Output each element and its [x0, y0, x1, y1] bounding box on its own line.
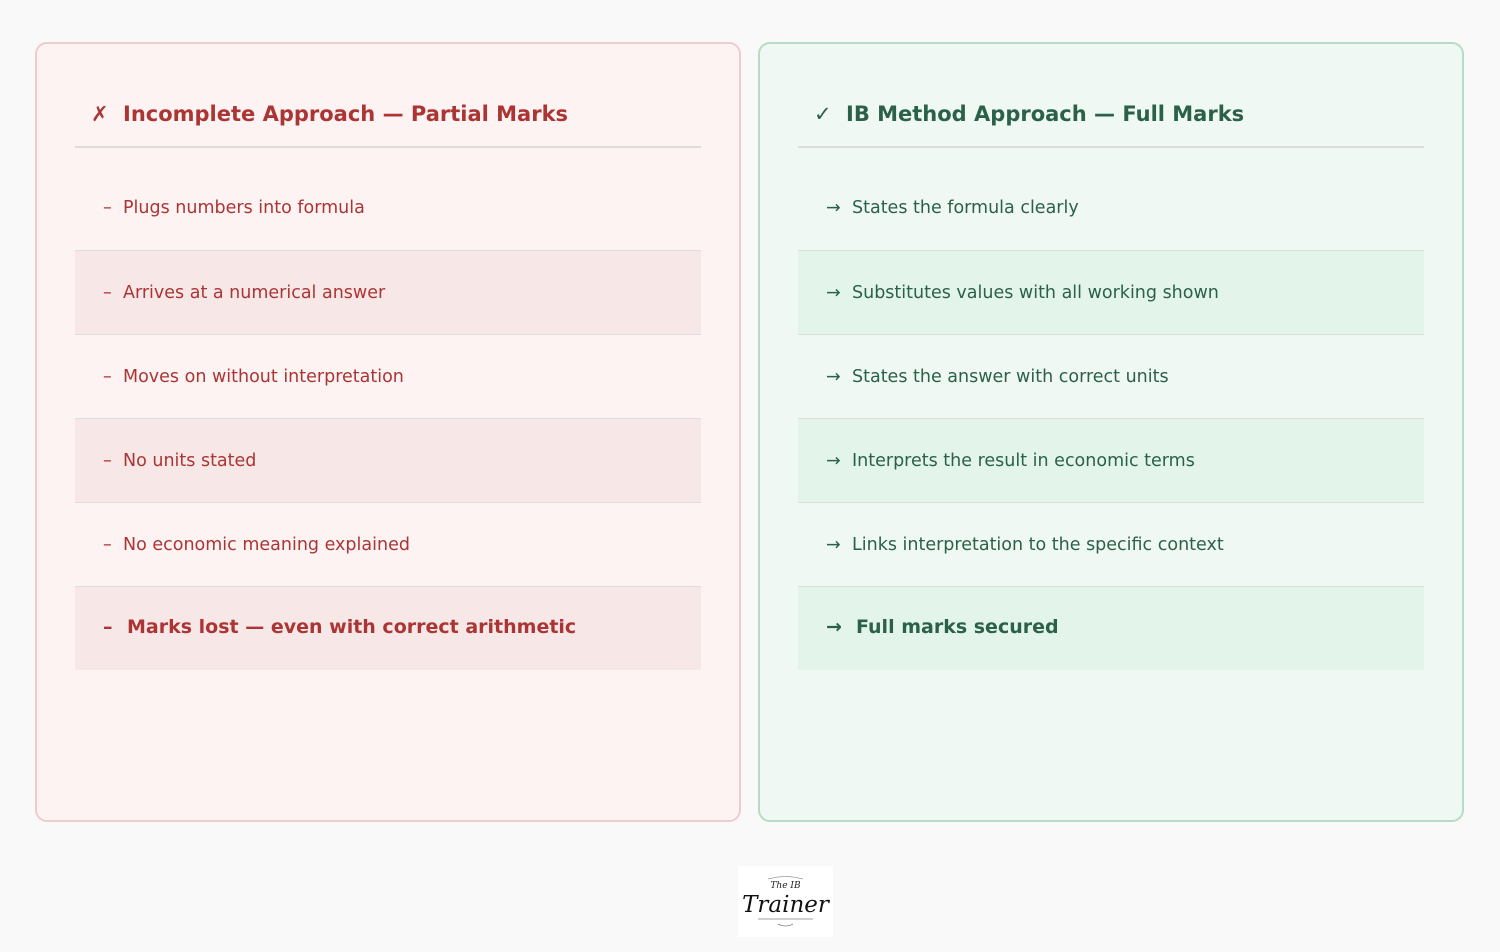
- dash-icon: –: [103, 198, 112, 218]
- arrow-right-icon: →: [826, 451, 841, 471]
- list-item: [75, 250, 701, 334]
- dash-icon: –: [103, 616, 113, 638]
- arrow-right-icon: →: [826, 283, 841, 303]
- item-label: Substitutes values with all working shown: [852, 283, 1219, 303]
- summary-item: [798, 586, 1424, 670]
- panel-header: [798, 44, 1424, 148]
- dash-icon: –: [103, 451, 112, 471]
- list-item: [75, 418, 701, 502]
- item-label: Plugs numbers into formula: [123, 198, 365, 218]
- panel-title: [91, 102, 568, 126]
- logo-top-text: The IB: [770, 881, 801, 891]
- item-label: Links interpretation to the specific context: [852, 535, 1224, 555]
- summary-label: Marks lost — even with correct arithmetic: [127, 616, 577, 638]
- arrow-right-icon: →: [826, 616, 842, 638]
- summary-item: [75, 586, 701, 670]
- item-label: States the answer with correct units: [852, 367, 1169, 387]
- list-item: [798, 166, 1424, 250]
- item-label: States the formula clearly: [852, 198, 1079, 218]
- list-item: [798, 250, 1424, 334]
- cross-icon: ✗: [91, 102, 109, 126]
- logo-mark: [738, 866, 833, 937]
- logo-main-text: Trainer: [742, 892, 829, 918]
- incomplete-approach-panel: [35, 42, 741, 822]
- ib-method-panel: [758, 42, 1464, 822]
- arrow-right-icon: →: [826, 198, 841, 218]
- dash-icon: –: [103, 535, 112, 555]
- list-item: [75, 334, 701, 418]
- item-label: Arrives at a numerical answer: [123, 283, 386, 303]
- ib-trainer-logo: [738, 866, 833, 937]
- panel-title-text: Incomplete Approach — Partial Marks: [123, 102, 569, 126]
- list-item: [75, 502, 701, 586]
- item-label: No units stated: [123, 451, 257, 471]
- item-label: No economic meaning explained: [123, 535, 410, 555]
- item-label: Moves on without interpretation: [123, 367, 404, 387]
- item-list: [75, 166, 701, 670]
- dash-icon: –: [103, 367, 112, 387]
- item-label: Interprets the result in economic terms: [852, 451, 1195, 471]
- item-list: [798, 166, 1424, 670]
- panel-title-text: IB Method Approach — Full Marks: [846, 102, 1245, 126]
- list-item: [798, 418, 1424, 502]
- summary-label: Full marks secured: [856, 616, 1059, 638]
- arrow-right-icon: →: [826, 367, 841, 387]
- list-item: [798, 334, 1424, 418]
- panel-title: [814, 102, 1244, 126]
- list-item: [798, 502, 1424, 586]
- checkmark-icon: ✓: [814, 102, 832, 126]
- arrow-right-icon: →: [826, 535, 841, 555]
- dash-icon: –: [103, 283, 112, 303]
- panel-header: [75, 44, 701, 148]
- list-item: [75, 166, 701, 250]
